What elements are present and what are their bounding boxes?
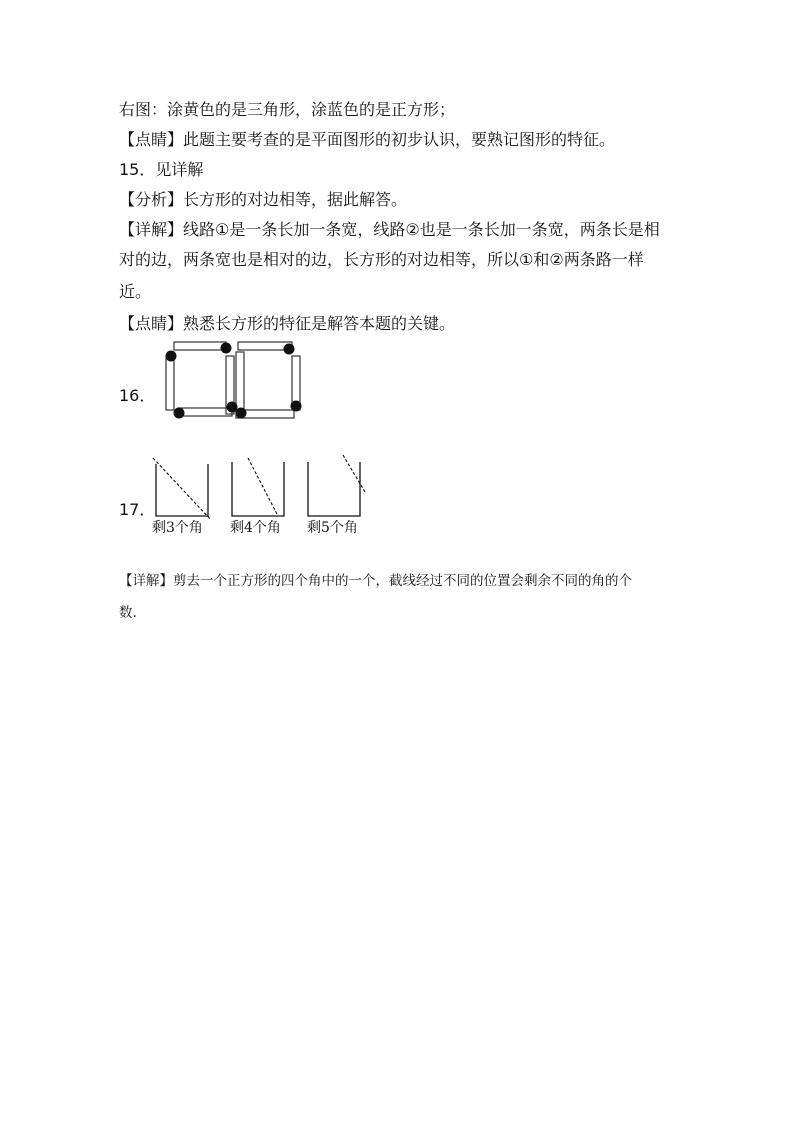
stick-head [166,351,177,362]
stick-middle-right [236,352,244,412]
text-line-1: 右图：涂黄色的是三角形，涂蓝色的是正方形； [119,100,456,119]
question-16-number: 16． [119,386,156,405]
text-line-4: 【分析】长方形的对边相等，据此解答。 [119,190,408,209]
stick-head [236,408,247,419]
text-line-2: 【点睛】此题主要考查的是平面图形的初步认识，要熟记图形的特征。 [119,130,616,149]
stick-left-left [166,356,174,410]
text-line-7: 近。 [119,282,152,301]
figure-2-caption: 剩4个角 [230,520,281,536]
stick-top-left [174,342,226,350]
text-line-6: 对的边，两条宽也是相对的边，长方形的对边相等，所以①和②两条路一样 [119,250,644,269]
text-line-5: 【详解】线路①是一条长加一条宽，线路②也是一条长加一条宽，两条长是相 [119,220,660,239]
stick-bottom-left [178,408,232,416]
figure-2-outline [232,462,284,516]
question-17-number: 17． [119,500,156,519]
figure-1-caption: 剩3个角 [152,520,203,536]
stick-head [284,344,295,355]
stick-head [227,402,238,413]
figure-3-caption: 剩5个角 [307,520,358,536]
cut-corner-figures [148,452,370,522]
matchstick-squares-figure [160,338,310,426]
text-line-3: 15．见详解 [119,160,204,179]
explanation-line-1: 【详解】剪去一个正方形的四个角中的一个，截线经过不同的位置会剩余不同的角的个 [119,573,632,589]
figure-1-outline [156,464,208,516]
text-line-8: 【点睛】熟悉长方形的特征是解答本题的关键。 [119,314,456,333]
explanation-line-2: 数. [119,605,137,621]
stick-head [221,343,232,354]
stick-head [174,408,185,419]
figure-1-cut-line [153,458,211,520]
stick-head [291,401,302,412]
figure-3-cut-line [343,455,365,492]
figure-2-cut-line [248,458,278,516]
